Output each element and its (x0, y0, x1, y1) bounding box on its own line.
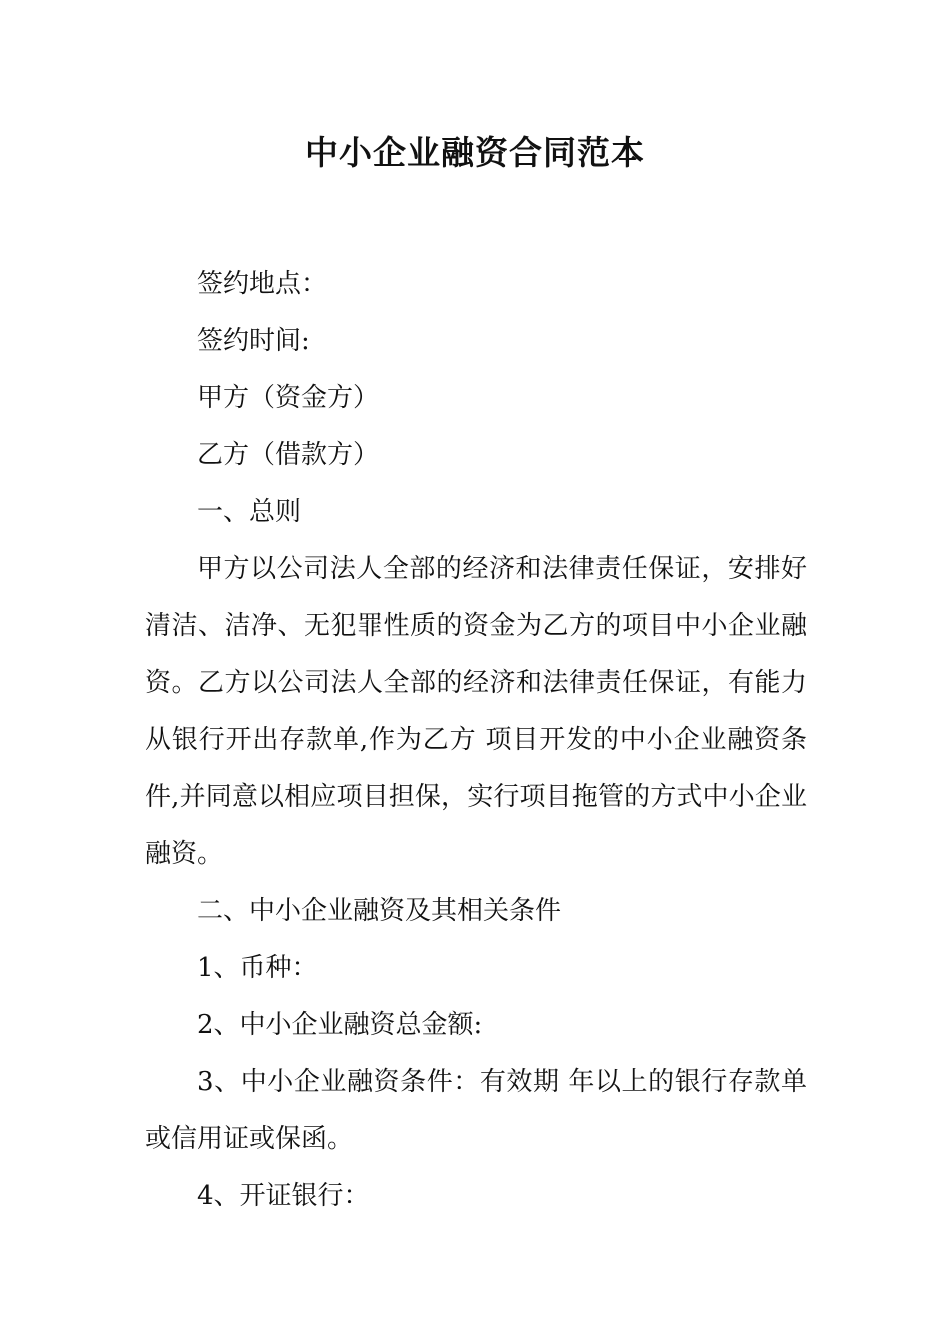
signing-time: 签约时间: (197, 326, 310, 356)
party-a: 甲方（资金方） (197, 383, 380, 413)
document-body (145, 256, 807, 1225)
section-heading-general: 一、总则 (197, 497, 302, 527)
term-financing-conditions: 3、中小企业融资条件：有效期 年以上的银行存款单或信用证或保函。 (145, 1067, 807, 1154)
signing-place: 签约地点： (197, 269, 328, 299)
section-heading-financing-terms: 二、中小企业融资及其相关条件 (197, 896, 562, 926)
general-terms-paragraph: 甲方以公司法人全部的经济和法律责任保证，安排好清洁、洁净、无犯罪性质的资金为乙方的项目中小企业融资。乙方以公司法人全部的经济和法律责任保证，有能力从银行开出存款单,作为乙方 项目开发的中小企业融资条件,并同意以相应项目担保，实行项目拖管的方式中小企业融资。 (145, 554, 807, 869)
term-issuing-bank: 4、开证银行： (197, 1181, 370, 1211)
term-currency: 1、币种： (197, 953, 318, 983)
party-b: 乙方（借款方） (197, 440, 380, 470)
term-total-amount: 2、中小企业融资总金额: (197, 1010, 483, 1040)
document-title: 中小企业融资合同范本 (305, 133, 645, 172)
